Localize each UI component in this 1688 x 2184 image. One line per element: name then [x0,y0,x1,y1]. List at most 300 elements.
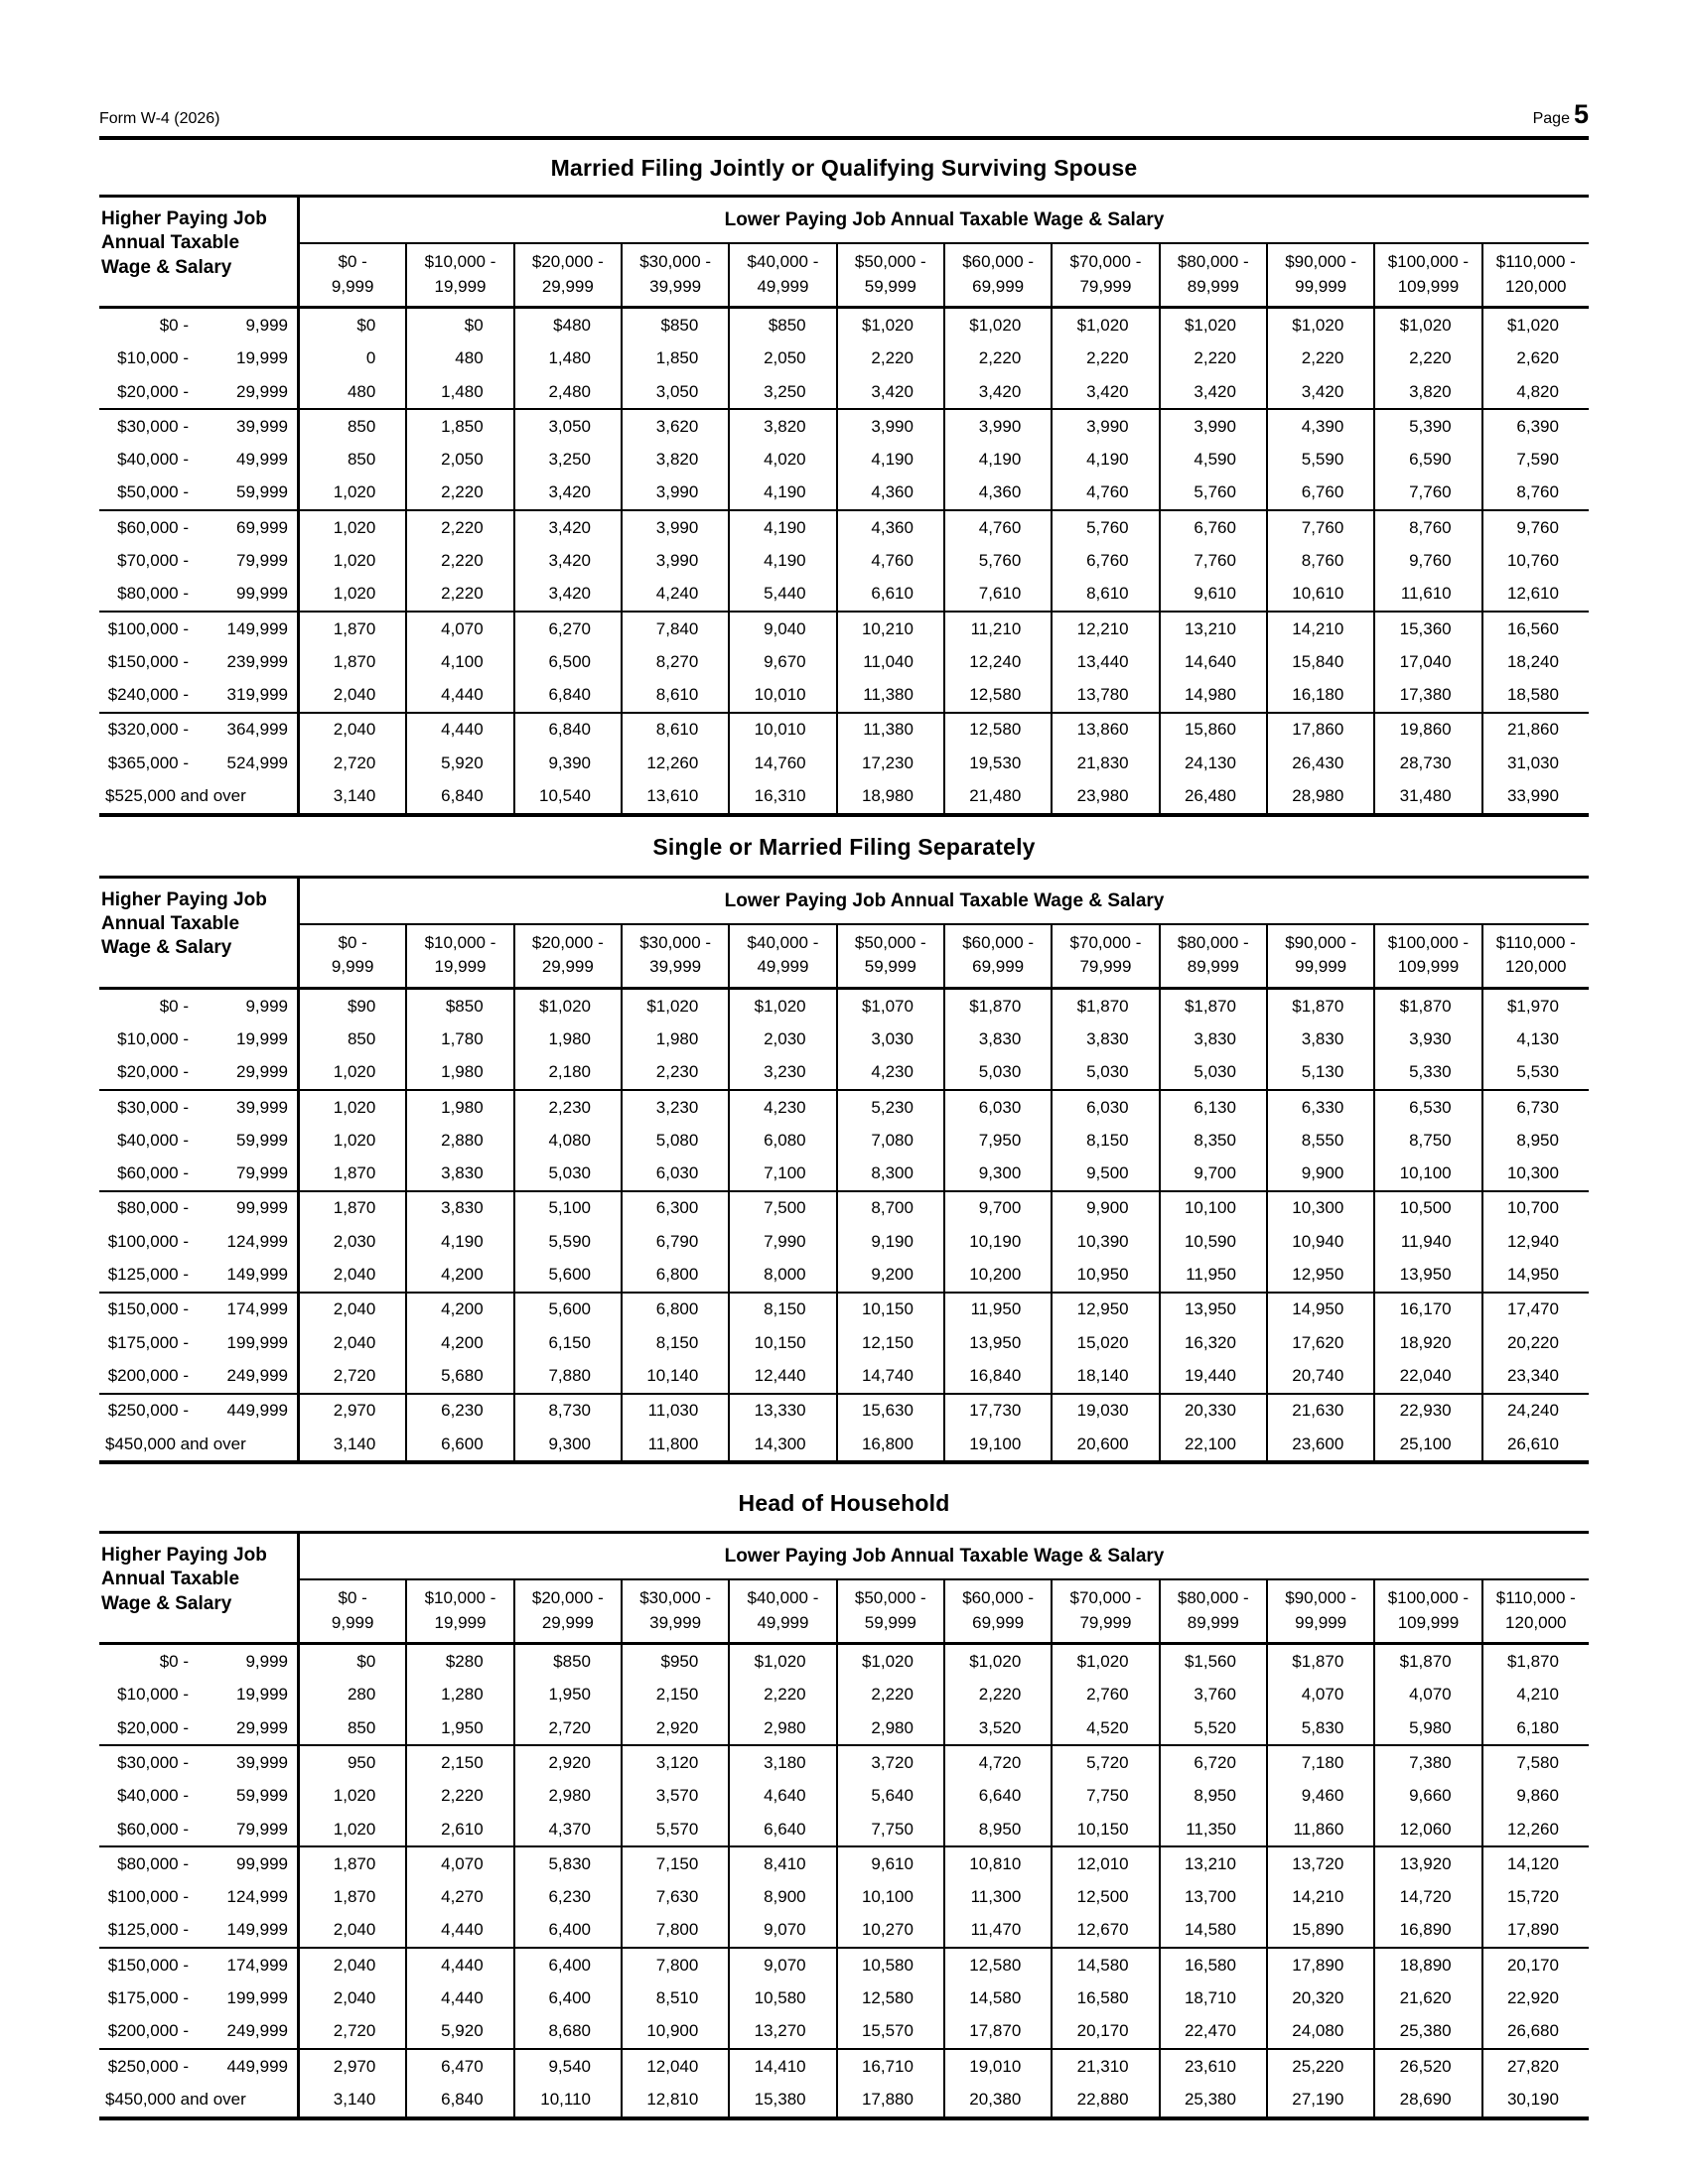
amount-cell: 24,130 [1161,747,1268,779]
column-range-header: $40,000 - 49,999 [730,1580,837,1642]
column-range-header: $20,000 - 29,999 [515,925,623,987]
table-row [99,1914,1589,1947]
amount-cell: 8,510 [623,1981,730,2014]
amount-cell: 24,080 [1268,2015,1375,2048]
amount-cell: 5,920 [407,2015,514,2048]
amount-cell: 10,100 [1375,1158,1482,1190]
amount-cell: 3,820 [1375,375,1482,408]
amount-cell: 4,760 [838,544,945,577]
table-row [99,1190,1589,1225]
amount-cell: 12,580 [838,1981,945,2014]
amount-cell: 9,460 [1268,1780,1375,1813]
column-range-header: $80,000 - 89,999 [1161,1580,1268,1642]
amount-cell: $1,020 [1268,309,1375,341]
amount-cell: 8,950 [1516,1130,1559,1150]
amount-cell: 4,760 [945,511,1053,544]
amount-cell: 2,230 [515,1091,623,1124]
amount-cell: 4,360 [945,477,1053,509]
amount-cell: 21,630 [1268,1395,1375,1428]
row-label: $100,000 - 124,999 [99,1881,300,1914]
amount-cell: 2,040 [300,1949,407,1981]
amount-cell: 5,980 [1375,1711,1482,1744]
row-label: $40,000 - 49,999 [99,443,300,476]
amount-cell: 15,020 [1053,1326,1160,1359]
row-label: $125,000 - 149,999 [99,1258,300,1291]
amount-cell: 1,020 [300,1056,407,1089]
amount-cell: 2,720 [300,2015,407,2048]
table-row [99,1981,1589,2014]
amount-cell: 6,150 [515,1326,623,1359]
amount-cell: 0 [300,342,407,375]
table-row [99,2048,1589,2083]
amount-cell: 2,040 [300,1981,407,2014]
table-header [99,1534,1589,1645]
amount-cell: 9,500 [1053,1158,1160,1190]
amount-cell: 2,220 [838,342,945,375]
amount-cell: 3,830 [1053,1023,1160,1055]
amount-cell: 19,100 [945,1428,1053,1460]
amount-cell: 8,700 [838,1192,945,1225]
amount-cell: 5,600 [515,1258,623,1291]
column-range-header: $0 - 9,999 [300,925,407,987]
amount-cell: 18,580 [1506,685,1559,705]
amount-cell: 2,220 [945,1679,1053,1711]
amount-cell: 20,170 [1053,2015,1160,2048]
table-row [99,1744,1589,1779]
amount-cell: 10,100 [1161,1192,1268,1225]
amount-cell: 4,190 [1053,443,1160,476]
amount-cell: 7,760 [1161,544,1268,577]
column-header-area [300,1534,1589,1642]
amount-cell: 5,520 [1161,1711,1268,1744]
amount-cell: 6,180 [1516,1717,1559,1737]
amount-cell: 14,210 [1268,1881,1375,1914]
amount-cell: 9,610 [838,1847,945,1880]
amount-cell: 6,530 [1375,1091,1482,1124]
amount-cell: 2,220 [1053,342,1160,375]
amount-cell: 10,580 [838,1949,945,1981]
amount-cell: 1,980 [515,1023,623,1055]
row-label: $320,000 - 364,999 [99,714,300,747]
amount-cell: 3,990 [1053,410,1160,443]
amount-cell: 26,610 [1506,1433,1559,1453]
row-label: $60,000 - 79,999 [99,1158,300,1190]
amount-cell: 1,870 [300,1192,407,1225]
amount-cell: 6,800 [623,1294,730,1326]
row-label: $175,000 - 199,999 [99,1981,300,2014]
amount-cell: 14,950 [1506,1265,1559,1285]
amount-cell: 4,520 [1053,1711,1160,1744]
amount-cell: 2,920 [623,1711,730,1744]
amount-cell: 7,950 [945,1124,1053,1157]
amount-cell: 18,140 [1053,1359,1160,1392]
row-label: $150,000 - 174,999 [99,1294,300,1326]
amount-cell: $1,020 [1506,315,1559,335]
amount-cell: 17,380 [1375,679,1482,712]
amount-cell: 3,420 [515,578,623,611]
amount-cell: 30,190 [1506,2089,1559,2109]
amount-cell: $850 [515,1645,623,1678]
amount-cell: 10,950 [1053,1258,1160,1291]
amount-cell: 12,440 [730,1359,837,1392]
amount-cell: 6,230 [515,1881,623,1914]
row-label: $10,000 - 19,999 [99,1023,300,1055]
amount-cell: 4,720 [945,1746,1053,1779]
amount-cell: 6,030 [1053,1091,1160,1124]
amount-cell: 14,410 [730,2050,837,2083]
table-row [99,990,1589,1023]
amount-cell: 8,000 [730,1258,837,1291]
amount-cell: 6,840 [407,779,514,812]
amount-cell: 4,230 [838,1056,945,1089]
amount-cell: 10,210 [838,613,945,645]
amount-cell: 16,170 [1375,1294,1482,1326]
row-label: $70,000 - 79,999 [99,544,300,577]
amount-cell: 27,190 [1268,2083,1375,2116]
amount-cell: 5,830 [515,1847,623,1880]
column-range-header: $10,000 - 19,999 [407,244,514,306]
amount-cell: 6,790 [623,1225,730,1258]
amount-cell: 17,230 [838,747,945,779]
amount-cell: 3,620 [623,410,730,443]
amount-cell: 2,220 [945,342,1053,375]
amount-cell: 3,990 [623,477,730,509]
amount-cell: 16,710 [838,2050,945,2083]
amount-cell: 12,580 [945,679,1053,712]
amount-cell: 4,070 [1375,1679,1482,1711]
amount-cell: 5,720 [1053,1746,1160,1779]
amount-cell: 7,500 [730,1192,837,1225]
amount-cell: 5,590 [515,1225,623,1258]
amount-cell: 3,180 [730,1746,837,1779]
amount-cell: 4,200 [407,1258,514,1291]
table-row [99,1813,1589,1845]
row-label: $40,000 - 59,999 [99,1124,300,1157]
amount-cell: 2,720 [300,1359,407,1392]
amount-cell: $1,020 [1161,309,1268,341]
table-row [99,2083,1589,2116]
table-row [99,342,1589,375]
amount-cell: 31,030 [1506,752,1559,772]
amount-cell: 17,470 [1506,1299,1559,1319]
amount-cell: 17,890 [1506,1920,1559,1940]
amount-cell: 10,590 [1161,1225,1268,1258]
column-range-header: $70,000 - 79,999 [1053,1580,1160,1642]
amount-cell: 14,950 [1268,1294,1375,1326]
amount-cell: 15,840 [1268,645,1375,678]
amount-cell: 3,050 [623,375,730,408]
table-row [99,1292,1589,1326]
row-label: $80,000 - 99,999 [99,1847,300,1880]
amount-cell: 13,210 [1161,613,1268,645]
amount-cell: 6,470 [407,2050,514,2083]
amount-cell: $1,020 [515,990,623,1023]
amount-cell: 16,180 [1268,679,1375,712]
amount-cell: 6,610 [838,578,945,611]
column-range-header: $30,000 - 39,999 [623,244,730,306]
column-range-header: $40,000 - 49,999 [730,925,837,987]
amount-cell: 13,860 [1053,714,1160,747]
amount-cell: 20,600 [1053,1428,1160,1460]
table-row [99,1679,1589,1711]
amount-cell: 14,210 [1268,613,1375,645]
amount-cell: 5,390 [1375,410,1482,443]
row-label: $80,000 - 99,999 [99,1192,300,1225]
amount-cell: $90 [300,990,407,1023]
amount-cell: 25,380 [1161,2083,1268,2116]
column-axis-header: Lower Paying Job Annual Taxable Wage & Salary [300,1534,1589,1580]
amount-cell: 1,980 [623,1023,730,1055]
row-label: $30,000 - 39,999 [99,1091,300,1124]
amount-cell: 3,140 [300,1428,407,1460]
amount-cell: 4,360 [838,477,945,509]
amount-cell: 13,700 [1161,1881,1268,1914]
amount-cell: 22,930 [1375,1395,1482,1428]
amount-cell: 6,400 [515,1981,623,2014]
amount-cell: 6,390 [1516,416,1559,436]
table-row [99,544,1589,577]
amount-cell: 8,150 [1053,1124,1160,1157]
amount-cell: 850 [300,410,407,443]
amount-cell: 6,760 [1161,511,1268,544]
amount-cell: 26,480 [1161,779,1268,812]
amount-cell: 1,020 [300,1813,407,1845]
amount-cell: 1,980 [407,1091,514,1124]
amount-cell: 8,150 [730,1294,837,1326]
amount-cell: 3,420 [1053,375,1160,408]
row-label: $30,000 - 39,999 [99,410,300,443]
amount-cell: 20,170 [1506,1955,1559,1975]
amount-cell: 3,990 [623,544,730,577]
amount-cell: 10,150 [838,1294,945,1326]
amount-cell: 2,220 [407,511,514,544]
table-row [99,1428,1589,1460]
amount-cell: $1,020 [1053,309,1160,341]
amount-cell: 2,980 [730,1711,837,1744]
amount-cell: 8,350 [1161,1124,1268,1157]
amount-cell: 3,990 [838,410,945,443]
amount-cell: 15,720 [1506,1887,1559,1907]
amount-cell: 3,990 [1161,410,1268,443]
row-label: $60,000 - 79,999 [99,1813,300,1845]
amount-cell: 6,640 [730,1813,837,1845]
amount-cell: $1,020 [730,1645,837,1678]
column-range-header: $50,000 - 59,999 [838,1580,945,1642]
column-range-header: $90,000 - 99,999 [1268,244,1375,306]
amount-cell: $1,870 [1161,990,1268,1023]
row-label: $50,000 - 59,999 [99,477,300,509]
amount-cell: 2,220 [730,1679,837,1711]
amount-cell: 3,820 [623,443,730,476]
amount-cell: 4,230 [730,1091,837,1124]
row-label: $175,000 - 199,999 [99,1326,300,1359]
table-row [99,1124,1589,1157]
amount-cell: 9,700 [1161,1158,1268,1190]
amount-cell: 5,570 [623,1813,730,1845]
table-row [99,747,1589,779]
amount-cell: 7,150 [623,1847,730,1880]
row-label: $20,000 - 29,999 [99,1056,300,1089]
amount-cell: 8,610 [1053,578,1160,611]
amount-cell: 9,540 [515,2050,623,2083]
amount-cell: 13,950 [1161,1294,1268,1326]
amount-cell: 280 [300,1679,407,1711]
amount-cell: 2,050 [730,342,837,375]
amount-cell: 14,720 [1375,1881,1482,1914]
amount-cell: 2,220 [1268,342,1375,375]
amount-cell: 3,140 [300,779,407,812]
amount-cell: 17,870 [945,2015,1053,2048]
amount-cell: 2,040 [300,679,407,712]
amount-cell: 5,760 [945,544,1053,577]
amount-cell: 3,420 [515,511,623,544]
amount-cell: 9,200 [838,1258,945,1291]
amount-cell: 8,760 [1516,482,1559,502]
amount-cell: 10,100 [838,1881,945,1914]
amount-cell: 3,830 [945,1023,1053,1055]
amount-cell: 4,440 [407,714,514,747]
amount-cell: $1,020 [945,309,1053,341]
amount-cell: 8,410 [730,1847,837,1880]
amount-cell: 2,920 [515,1746,623,1779]
amount-cell: 1,870 [300,1847,407,1880]
header-rule [99,136,1589,140]
amount-cell: 3,820 [730,410,837,443]
amount-cell: 4,070 [407,1847,514,1880]
amount-cell: 11,950 [1161,1258,1268,1291]
amount-cell: 10,300 [1506,1163,1559,1183]
amount-cell: 10,810 [945,1847,1053,1880]
amount-cell: 10,390 [1053,1225,1160,1258]
amount-cell: 28,730 [1375,747,1482,779]
row-label: $250,000 - 449,999 [99,2050,300,2083]
column-range-header: $50,000 - 59,999 [838,244,945,306]
table-row [99,2015,1589,2048]
column-range-header: $100,000 - 109,999 [1375,244,1482,306]
amount-cell: 4,080 [515,1124,623,1157]
amount-cell: 6,840 [515,679,623,712]
amount-cell: 7,990 [730,1225,837,1258]
amount-cell: 11,300 [945,1881,1053,1914]
amount-cell: 11,380 [838,679,945,712]
amount-cell: 20,320 [1268,1981,1375,2014]
amount-cell: 3,420 [1268,375,1375,408]
row-label: $30,000 - 39,999 [99,1746,300,1779]
column-range-header: $110,000 - 120,000 [1495,1588,1576,1632]
amount-cell: 16,310 [730,779,837,812]
amount-cell: 8,760 [1375,511,1482,544]
amount-cell: 11,210 [945,613,1053,645]
row-label: $240,000 - 319,999 [99,679,300,712]
amount-cell: 5,030 [1053,1056,1160,1089]
amount-cell: 12,010 [1053,1847,1160,1880]
amount-cell: 2,040 [300,714,407,747]
amount-cell: 10,900 [623,2015,730,2048]
column-range-header: $20,000 - 29,999 [515,244,623,306]
column-range-header: $40,000 - 49,999 [730,244,837,306]
amount-cell: 25,380 [1375,2015,1482,2048]
table-row [99,509,1589,544]
amount-cell: 4,760 [1053,477,1160,509]
amount-cell: 23,980 [1053,779,1160,812]
amount-cell: $1,020 [730,990,837,1023]
amount-cell: 12,240 [945,645,1053,678]
amount-cell: 12,950 [1053,1294,1160,1326]
amount-cell: 2,980 [515,1780,623,1813]
amount-cell: 1,480 [515,342,623,375]
amount-cell: 6,500 [515,645,623,678]
amount-cell: 8,610 [623,679,730,712]
row-label: $150,000 - 174,999 [99,1949,300,1981]
amount-cell: 16,580 [1053,1981,1160,2014]
amount-cell: 22,920 [1506,1988,1559,2008]
amount-cell: 2,220 [407,477,514,509]
column-header-area [300,879,1589,987]
amount-cell: 10,270 [838,1914,945,1947]
amount-cell: 17,880 [838,2083,945,2116]
amount-cell: 9,190 [838,1225,945,1258]
row-label: $10,000 - 19,999 [99,1679,300,1711]
amount-cell: 2,150 [623,1679,730,1711]
amount-cell: 3,420 [1161,375,1268,408]
amount-cell: 23,340 [1506,1365,1559,1385]
table-row [99,1326,1589,1359]
amount-cell: 5,030 [1161,1056,1268,1089]
amount-cell: 7,180 [1268,1746,1375,1779]
amount-cell: 10,200 [945,1258,1053,1291]
table-header [99,198,1589,309]
amount-cell: 3,230 [730,1056,837,1089]
amount-cell: 8,300 [838,1158,945,1190]
amount-cell: 4,440 [407,1981,514,2014]
table-row [99,1258,1589,1291]
row-label: $0 - 9,999 [99,1645,300,1678]
amount-cell: 5,130 [1268,1056,1375,1089]
amount-cell: 4,020 [730,443,837,476]
amount-cell: 4,190 [730,511,837,544]
amount-cell: 17,040 [1375,645,1482,678]
amount-cell: 2,220 [1161,342,1268,375]
amount-cell: 2,230 [623,1056,730,1089]
amount-cell: 4,440 [407,679,514,712]
amount-cell: 28,690 [1375,2083,1482,2116]
amount-cell: 4,440 [407,1949,514,1981]
column-range-header: $80,000 - 89,999 [1161,244,1268,306]
amount-cell: 10,610 [1268,578,1375,611]
amount-cell: 4,200 [407,1326,514,1359]
amount-cell: 15,630 [838,1395,945,1428]
amount-cell: 5,030 [945,1056,1053,1089]
column-axis-header: Lower Paying Job Annual Taxable Wage & Salary [300,198,1589,244]
table-row [99,645,1589,678]
amount-cell: 13,610 [623,779,730,812]
amount-cell: 4,390 [1268,410,1375,443]
amount-cell: 6,840 [407,2083,514,2116]
column-range-row [300,1580,1589,1642]
amount-cell: 20,380 [945,2083,1053,2116]
amount-cell: 14,120 [1506,1853,1559,1873]
amount-cell: 1,020 [300,1124,407,1157]
amount-cell: 10,150 [1053,1813,1160,1845]
amount-cell: 31,480 [1375,779,1482,812]
amount-cell: 21,860 [1506,720,1559,740]
table-row [99,477,1589,509]
column-range-row [300,244,1589,306]
amount-cell: 23,600 [1268,1428,1375,1460]
amount-cell: 9,670 [730,645,837,678]
amount-cell: 3,930 [1375,1023,1482,1055]
row-axis-header: Higher Paying Job Annual Taxable Wage & Salary [99,879,300,987]
